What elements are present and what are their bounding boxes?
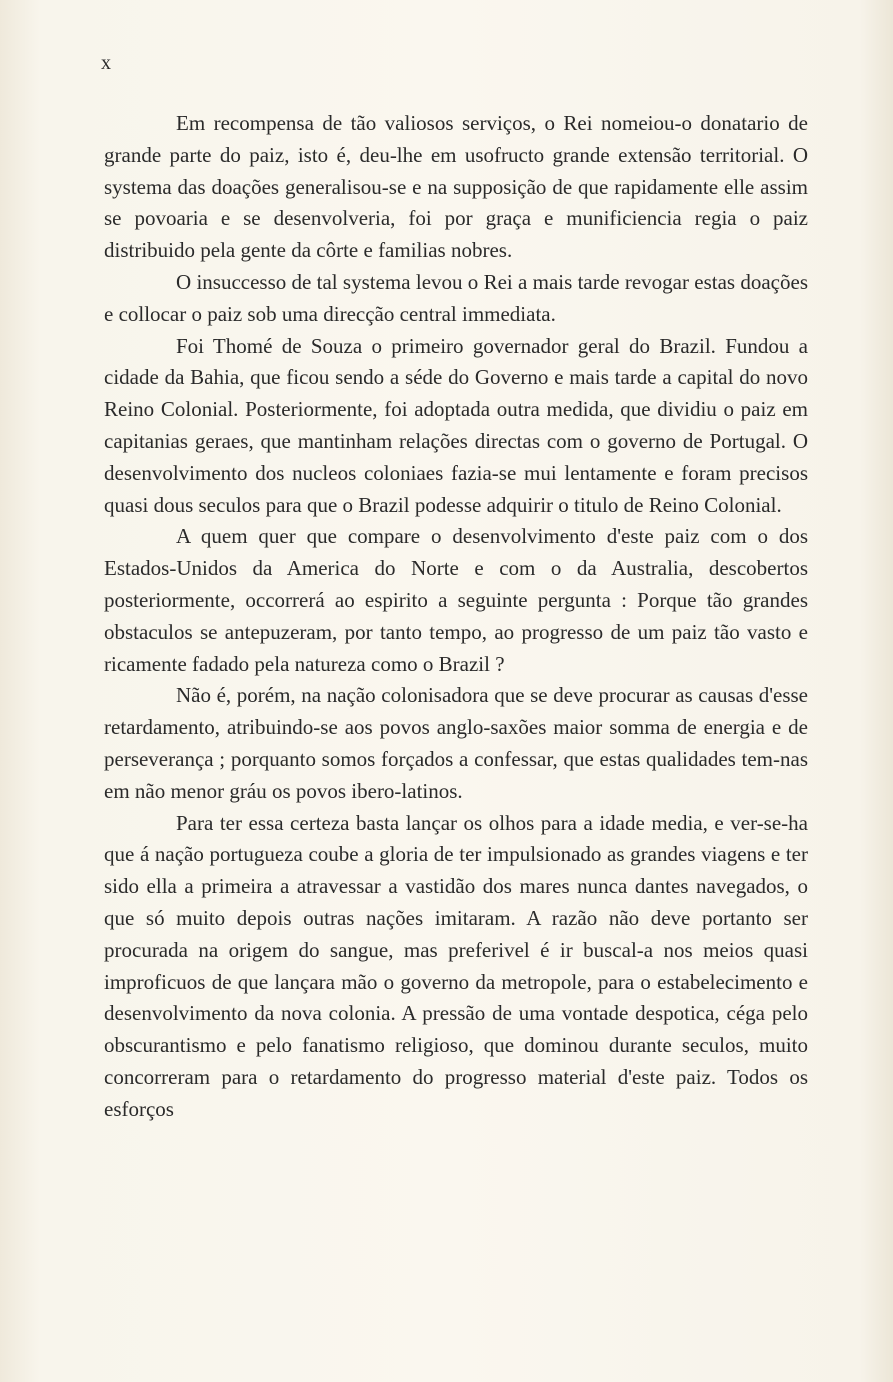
page-number: x [101,52,112,74]
paragraph-4: A quem quer que compare o desenvolvimento d'este paiz com o dos Estados-Unidos da America do Norte e com o da Australia, descobertos posteriormente, occorrerá ao espirito a seguinte pergunta : Porque tão grandes obstaculos se antepuzeram, por tanto tempo, ao progresso de um paiz tão vasto e ricamente fadado pela natureza como o Brazil ? [104,524,808,676]
paragraph-1: Em recompensa de tão valiosos serviços, o Rei nomeiou-o donatario de grande parte do paiz, isto é, deu-lhe em usofructo grande extensão territorial. O systema das doações generalisou-se e na supposição de que rapidamente elle assim se povoaria e se desenvolveria, foi por graça e munificiencia regia o paiz distribuido pela gente da côrte e familias nobres. [104,111,808,263]
body-text [104,108,808,1126]
paragraph-3: Foi Thomé de Souza o primeiro governador geral do Brazil. Fundou a cidade da Bahia, que ficou sendo a séde do Governo e mais tarde a capital do novo Reino Colonial. Posteriormente, foi adoptada outra medida, que dividiu o paiz em capitanias geraes, que mantinham relações directas com o governo de Portugal. O desenvolvimento dos nucleos coloniaes fazia-se mui lentamente e foram precisos quasi dous seculos para que o Brazil podesse adquirir o titulo de Reino Colonial. [104,333,808,517]
paragraph-5: Não é, porém, na nação colonisadora que se deve procurar as causas d'esse retardamento, atribuindo-se aos povos anglo-saxões maior somma de energia e de perseverança ; porquanto somos forçados a confessar, que estas qualidades tem-nas em não menor gráu os povos ibero-latinos. [104,683,808,803]
paragraph-2: O insuccesso de tal systema levou o Rei a mais tarde revogar estas doações e collocar o paiz sob uma direcção central immediata. [104,269,808,326]
paragraph-6: Para ter essa certeza basta lançar os olhos para a idade media, e ver-se-ha que á nação portugueza coube a gloria de ter impulsionado as grandes viagens e ter sido ella a primeira a atravessar a vastidão dos mares nunca dantes navegados, o que só muito depois outras nações imitaram. A razão não deve portanto ser procurada na origem do sangue, mas preferivel é ir buscal-a nos meios quasi improficuos de que lançara mão o governo da metropole, para o estabelecimento e desenvolvimento da nova colonia. A pressão de uma vontade despotica, céga pelo obscurantismo e pelo fanatismo religioso, que dominou durante seculos, muito concorreram para o retardamento do progresso material d'este paiz. Todos os esforços [104,810,808,1121]
